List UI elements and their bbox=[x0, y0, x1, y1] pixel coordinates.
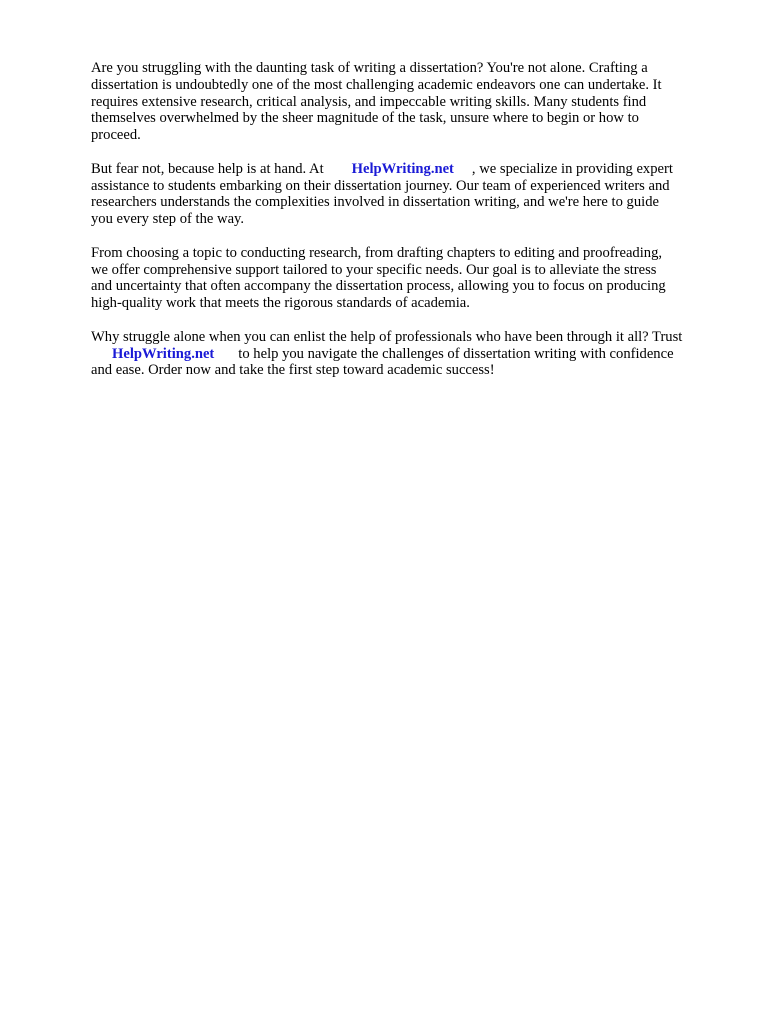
text-line: requires extensive research, critical analysis, and impeccable writing skills. Many students find bbox=[91, 93, 647, 110]
text-line: assistance to students embarking on their dissertation journey. Our team of experienced writers and bbox=[91, 177, 670, 194]
text-line: proceed. bbox=[91, 127, 141, 144]
text-line: Why struggle alone when you can enlist the help of professionals who have been through it all? Trust bbox=[91, 328, 683, 345]
document-body bbox=[91, 60, 731, 396]
text-line: and uncertainty that often accompany the dissertation process, allowing you to focus on producing bbox=[91, 278, 666, 295]
text-line: you every step of the way. bbox=[91, 211, 245, 228]
paragraph-intro bbox=[91, 60, 731, 144]
text-line: dissertation is undoubtedly one of the most challenging academic endeavors one can undertake. It bbox=[91, 76, 662, 93]
text-line bbox=[91, 161, 731, 178]
paragraph-help bbox=[91, 161, 731, 228]
text-fragment: , we specialize in providing expert bbox=[471, 160, 673, 177]
paragraph-support bbox=[91, 245, 731, 312]
text-line: From choosing a topic to conducting research, from drafting chapters to editing and proofreading, bbox=[91, 244, 663, 261]
text-fragment: to help you navigate the challenges of dissertation writing with confidence bbox=[238, 345, 674, 362]
paragraph-closing bbox=[91, 329, 731, 379]
text-line: we offer comprehensive support tailored to your specific needs. Our goal is to alleviate the stress bbox=[91, 261, 657, 278]
helpwriting-link[interactable]: HelpWriting.net bbox=[351, 160, 454, 177]
text-line: researchers understands the complexities involved in dissertation writing, and we're here to guide bbox=[91, 194, 659, 211]
text-line: themselves overwhelmed by the sheer magnitude of the task, unsure where to begin or how to bbox=[91, 110, 639, 127]
text-fragment: But fear not, because help is at hand. At bbox=[91, 160, 324, 177]
text-line: high-quality work that meets the rigorous standards of academia. bbox=[91, 295, 470, 312]
text-line: Are you struggling with the daunting task of writing a dissertation? You're not alone. Crafting a bbox=[91, 60, 648, 76]
text-line: and ease. Order now and take the first step toward academic success! bbox=[91, 362, 495, 379]
helpwriting-link[interactable]: HelpWriting.net bbox=[112, 345, 215, 362]
text-line bbox=[91, 346, 731, 363]
